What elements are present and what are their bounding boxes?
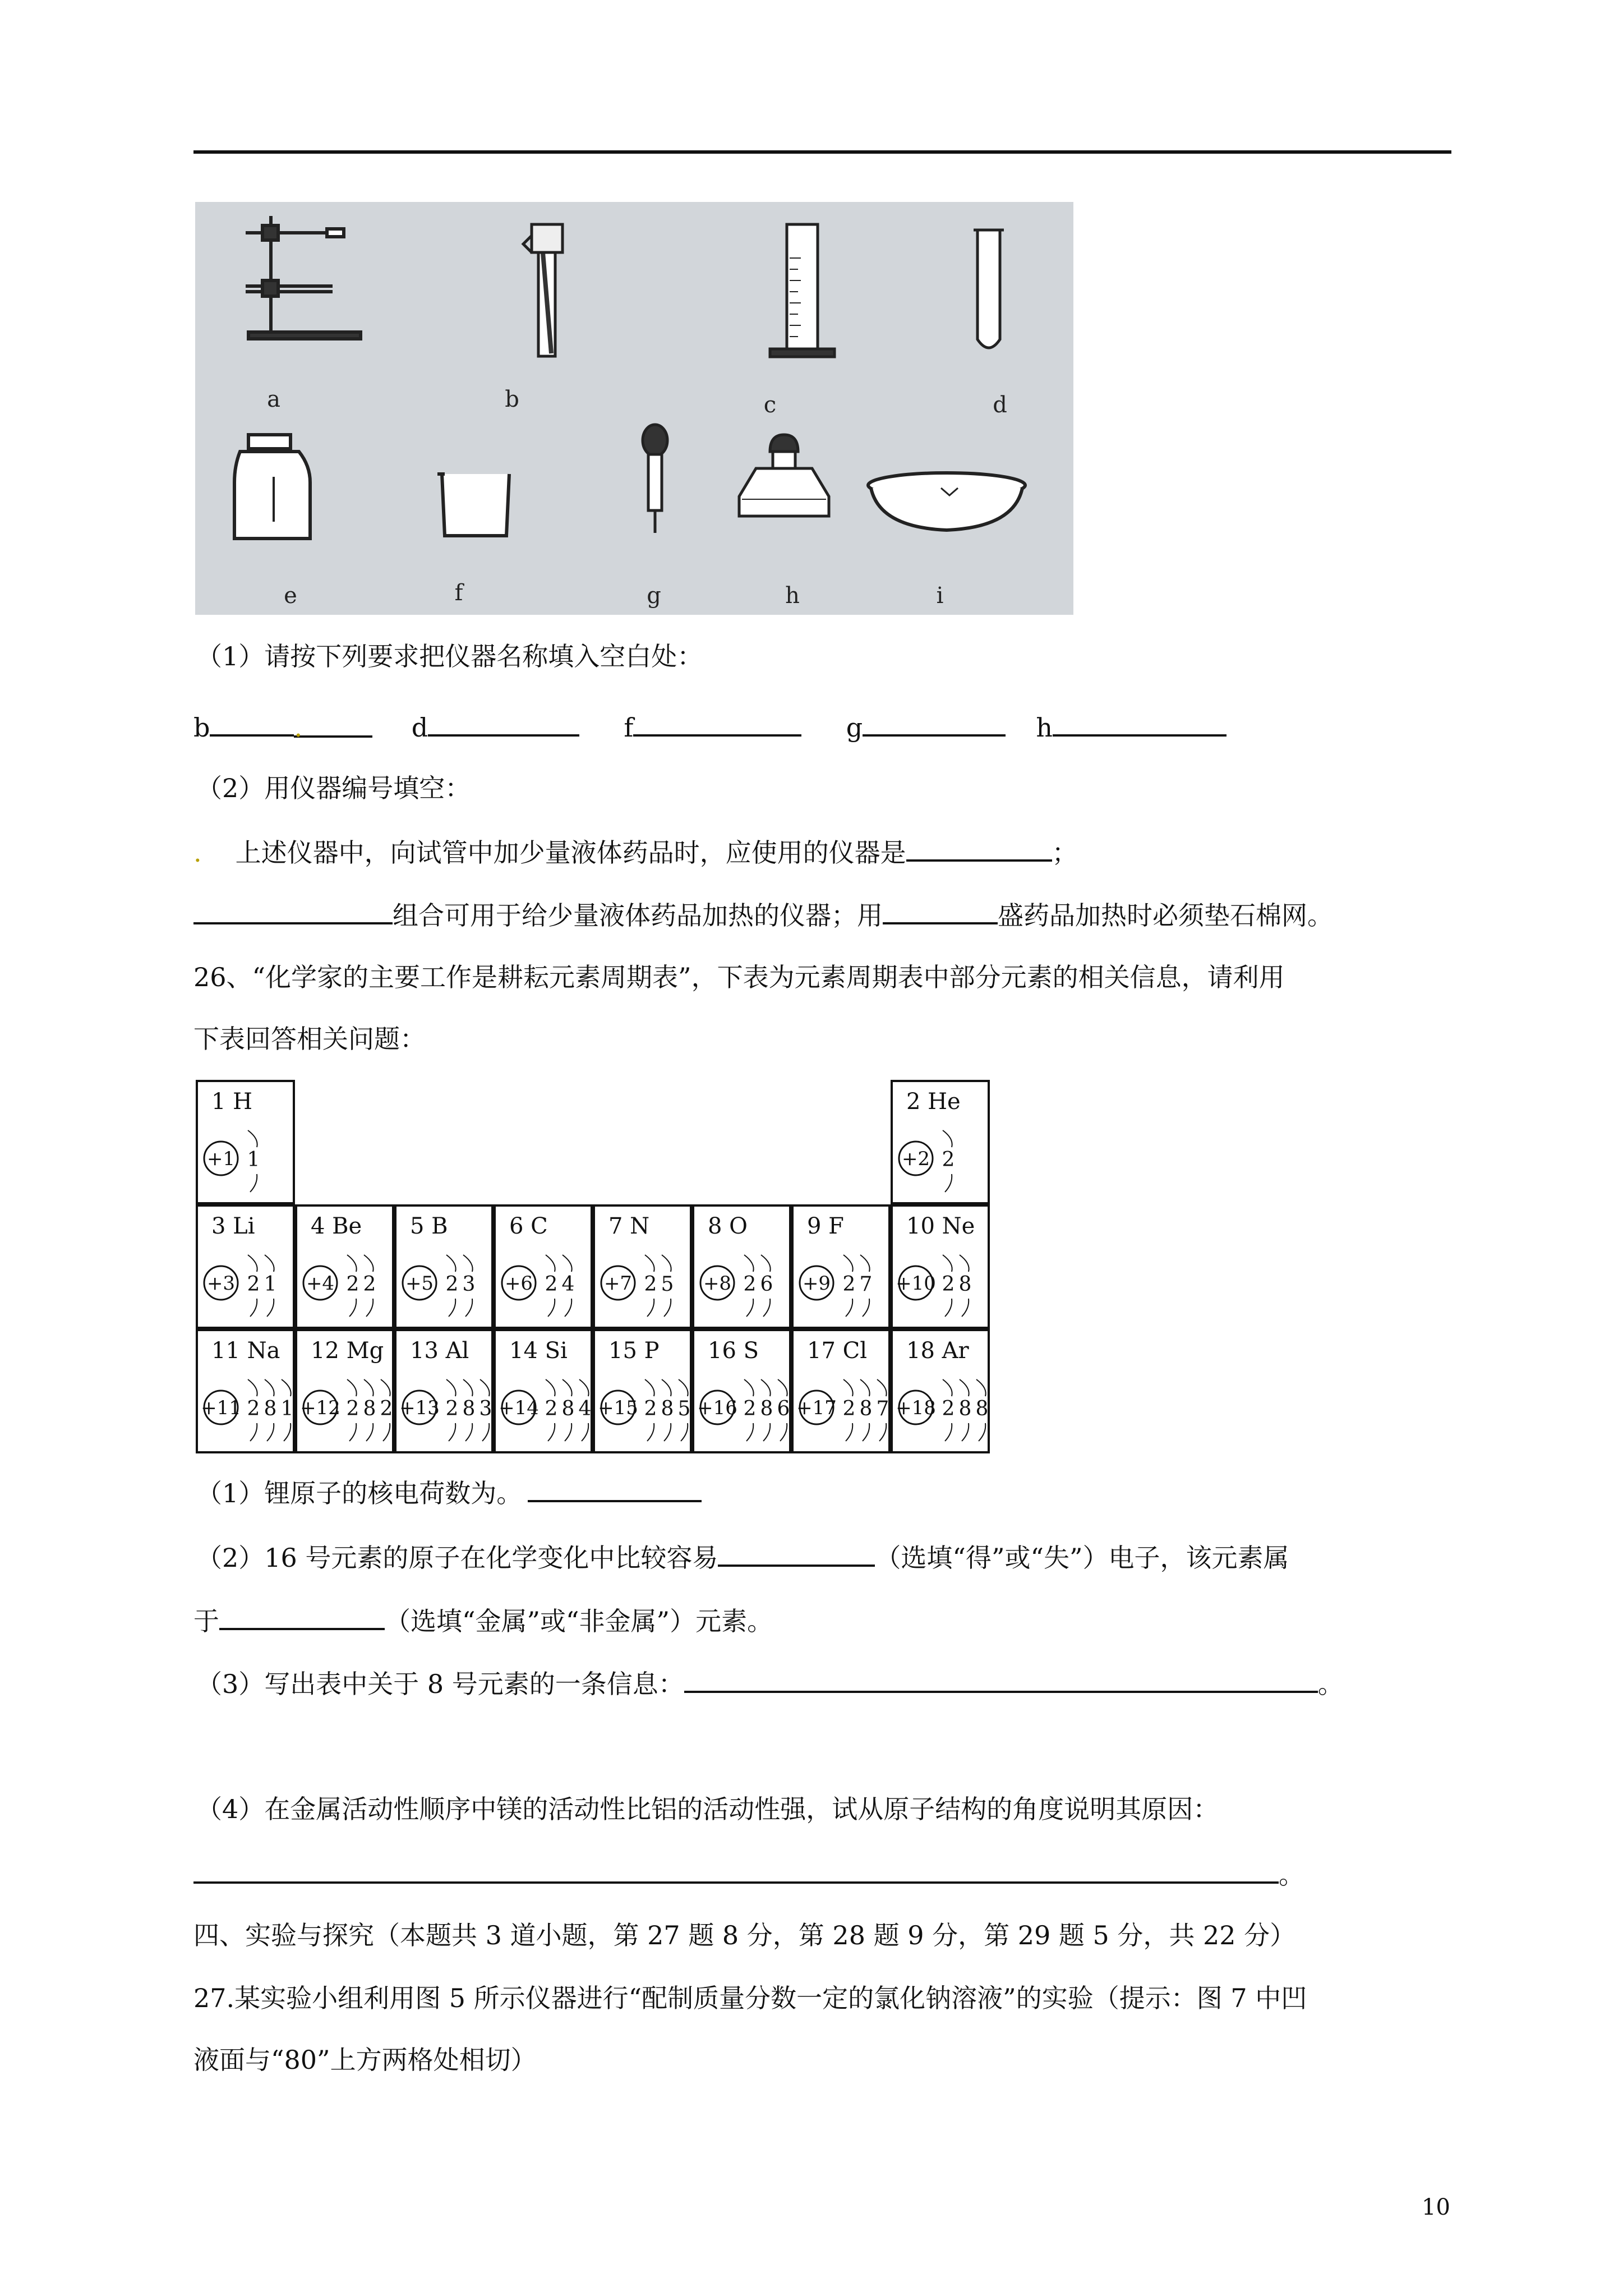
electron-shell-arc <box>284 1423 291 1441</box>
electron-shell-arc <box>565 1423 571 1441</box>
electron-shell-arc <box>778 1379 787 1396</box>
electron-shell-arc <box>482 1423 489 1441</box>
iron-stand-illustration <box>246 216 361 339</box>
electron-shell-arc <box>761 1255 771 1272</box>
blank-label-g: g <box>846 712 863 743</box>
electron-shell-arc <box>943 1130 952 1147</box>
electron-shell-arc <box>945 1174 952 1192</box>
electron-count: 3 <box>479 1397 492 1420</box>
element-number-symbol: 6 C <box>509 1213 548 1239</box>
electron-shell-arc <box>976 1379 986 1396</box>
test-tube-holder-illustration <box>523 224 562 356</box>
electron-shell-arc <box>943 1379 952 1396</box>
electron-count: 2 <box>743 1273 757 1296</box>
electron-shell-arc <box>664 1423 671 1441</box>
answer-blank-mg-al[interactable] <box>193 1857 1279 1884</box>
electron-shell-arc <box>265 1379 274 1396</box>
electron-shell-arc <box>647 1299 654 1317</box>
q26-q3 <box>196 1666 1344 1701</box>
electron-shell-arc <box>860 1379 870 1396</box>
instrument-label-f: f <box>454 580 463 606</box>
electron-shell-arc <box>267 1423 274 1441</box>
q26-q2-cont <box>193 1603 773 1638</box>
element-cell-C <box>495 1205 592 1328</box>
electron-count: 2 <box>346 1397 359 1420</box>
electron-count: 8 <box>760 1397 773 1420</box>
q26-q3-text: （3）写出表中关于 8 号元素的一条信息： <box>196 1669 684 1699</box>
electron-count: 8 <box>661 1397 674 1420</box>
blank-label-h: h <box>1036 712 1053 743</box>
q26-q2-text-b: （选填“得”或“失”）电子，该元素属 <box>875 1543 1289 1573</box>
element-cell-F <box>792 1205 889 1328</box>
element-number-symbol: 10 Ne <box>906 1213 975 1239</box>
electron-shell-arc <box>744 1379 754 1396</box>
q25-line3-suffix: ； <box>1052 838 1078 868</box>
reagent-bottle-illustration <box>234 435 310 539</box>
answer-blank-dropper[interactable] <box>906 835 1052 862</box>
nuclear-charge: +11 <box>201 1397 241 1419</box>
electron-shell-arc <box>763 1299 770 1317</box>
q25-part2: （2）用仪器编号填空： <box>196 773 471 803</box>
electron-shell-arc <box>945 1423 952 1441</box>
nuclear-charge: +15 <box>598 1397 638 1419</box>
nuclear-charge: +5 <box>405 1272 434 1295</box>
electron-shell-arc <box>364 1255 374 1272</box>
nuclear-charge: +13 <box>399 1397 440 1419</box>
electron-count: 5 <box>661 1273 674 1296</box>
electron-shell-arc <box>364 1379 374 1396</box>
nuclear-charge: +9 <box>802 1272 831 1295</box>
electron-count: 7 <box>859 1273 873 1296</box>
instrument-label-a: a <box>267 386 280 412</box>
q25-line4-text: 组合可用于给少量液体药品加热的仪器；用 <box>393 900 883 931</box>
element-number-symbol: 12 Mg <box>311 1338 384 1364</box>
element-cell-O <box>693 1205 790 1328</box>
electron-shell-arc <box>579 1379 589 1396</box>
electron-count: 2 <box>363 1273 376 1296</box>
element-cell-Cl <box>792 1330 889 1452</box>
electron-shell-arc <box>449 1299 455 1317</box>
element-number-symbol: 2 He <box>906 1089 961 1115</box>
electron-shell-arc <box>548 1423 555 1441</box>
instrument-label-b: b <box>505 386 519 412</box>
electron-count: 2 <box>445 1397 459 1420</box>
electron-shell-arc <box>546 1379 555 1396</box>
electron-count: 2 <box>842 1273 856 1296</box>
electron-shell-arc <box>863 1423 869 1441</box>
element-cell-S <box>693 1330 790 1452</box>
electron-count: 8 <box>462 1397 476 1420</box>
electron-shell-arc <box>962 1423 969 1441</box>
electron-shell-arc <box>662 1379 671 1396</box>
element-number-symbol: 5 B <box>410 1213 448 1239</box>
element-cell-B <box>395 1205 492 1328</box>
nuclear-charge: +18 <box>896 1397 936 1419</box>
element-cell-Ne <box>892 1205 989 1328</box>
electron-count: 2 <box>842 1397 856 1420</box>
electron-shell-arc <box>943 1255 952 1272</box>
beaker-illustration <box>437 474 509 536</box>
instrument-label-i: i <box>936 583 944 609</box>
electron-shell-arc <box>480 1379 490 1396</box>
answer-blank-f[interactable] <box>633 710 801 737</box>
q25-line4 <box>193 898 1333 932</box>
electron-shell-arc <box>843 1379 853 1396</box>
q26-intro-line2: 下表回答相关问题： <box>193 1024 426 1054</box>
electron-shell-arc <box>381 1379 390 1396</box>
element-number-symbol: 7 N <box>608 1213 650 1239</box>
electron-shell-arc <box>647 1423 654 1441</box>
test-tube-illustration <box>974 230 1004 348</box>
answer-blank-oxygen-info[interactable] <box>684 1666 1318 1693</box>
electron-shell-arc <box>546 1255 555 1272</box>
electron-count: 8 <box>859 1397 873 1420</box>
electron-count: 5 <box>677 1397 691 1420</box>
element-cell-P <box>594 1330 691 1452</box>
electron-shell-arc <box>465 1299 472 1317</box>
electron-shell-arc <box>960 1255 969 1272</box>
evaporating-dish-illustration <box>868 473 1025 530</box>
electron-shell-arc <box>763 1423 770 1441</box>
answer-blank-b[interactable] <box>210 710 294 737</box>
answer-blank-gauze[interactable] <box>883 898 998 924</box>
element-number-symbol: 8 O <box>708 1213 748 1239</box>
electron-shell-arc <box>945 1299 952 1317</box>
electron-count: 4 <box>578 1397 592 1420</box>
electron-count: 2 <box>247 1397 260 1420</box>
electron-count: 6 <box>760 1273 773 1296</box>
element-number-symbol: 3 Li <box>211 1213 255 1239</box>
element-number-symbol: 14 Si <box>509 1338 568 1364</box>
q26-q3-end: 。 <box>1317 1669 1344 1699</box>
dropper-illustration <box>643 425 667 533</box>
electron-shell-arc <box>548 1299 555 1317</box>
electron-shell-arc <box>662 1255 671 1272</box>
nuclear-charge: +17 <box>796 1397 837 1419</box>
answer-blank-combo[interactable] <box>193 898 393 924</box>
electron-shell-arc <box>446 1255 456 1272</box>
answer-blank-h[interactable] <box>1053 710 1227 737</box>
blank-label-f: f <box>624 712 634 743</box>
answer-blank-g[interactable] <box>863 710 1006 737</box>
electron-count: 8 <box>264 1397 277 1420</box>
nuclear-charge: +7 <box>603 1272 633 1295</box>
electron-shell-arc <box>645 1379 654 1396</box>
electron-shell-arc <box>347 1379 357 1396</box>
instrument-figure <box>195 202 1073 615</box>
electron-count: 1 <box>280 1397 294 1420</box>
dot-mark: . <box>294 712 303 743</box>
element-number-symbol: 4 Be <box>311 1213 362 1239</box>
electron-count: 6 <box>777 1397 790 1420</box>
electron-shell-arc <box>463 1255 473 1272</box>
instrument-label-h: h <box>785 583 800 609</box>
nuclear-charge: +3 <box>206 1272 236 1295</box>
electron-count: 8 <box>975 1397 989 1420</box>
electron-count: 2 <box>942 1148 955 1171</box>
section-4-heading: 四、实验与探究（本题共 3 道小题，第 27 题 8 分，第 28 题 9 分，第 29 题 5 分，共 22 分） <box>193 1920 1296 1950</box>
electron-shell-arc <box>349 1423 356 1441</box>
electron-shell-arc <box>746 1299 753 1317</box>
electron-count: 2 <box>743 1397 757 1420</box>
page-number: 10 <box>1422 2194 1450 2220</box>
electron-shell-arc <box>250 1423 257 1441</box>
electron-count: 2 <box>942 1273 955 1296</box>
answer-blank-li-charge[interactable] <box>528 1475 702 1502</box>
answer-blank-d[interactable] <box>428 710 579 737</box>
electron-count: 8 <box>561 1397 575 1420</box>
instrument-label-e: e <box>284 583 297 609</box>
q26-q2-text-c: 于 <box>193 1606 219 1636</box>
instrument-label-d: d <box>993 392 1007 418</box>
element-number-symbol: 9 F <box>807 1213 844 1239</box>
electron-shell-arc <box>383 1423 390 1441</box>
electron-count: 8 <box>363 1397 376 1420</box>
electron-shell-arc <box>267 1299 274 1317</box>
electron-count: 3 <box>462 1273 476 1296</box>
electron-count: 2 <box>247 1273 260 1296</box>
graduated-cylinder-illustration <box>770 224 834 357</box>
answer-blank-gain-lose[interactable] <box>718 1540 875 1567</box>
electron-shell-arc <box>679 1379 688 1396</box>
q25-line3 <box>193 835 1078 869</box>
electron-count: 8 <box>958 1397 972 1420</box>
element-cell-Ar <box>892 1330 989 1452</box>
electron-shell-arc <box>877 1379 887 1396</box>
q27-line2: 液面与“80”上方两格处相切） <box>193 2045 537 2075</box>
answer-blank-metal[interactable] <box>219 1603 385 1630</box>
electron-count: 2 <box>644 1273 657 1296</box>
electron-count: 8 <box>958 1273 972 1296</box>
element-cell-N <box>594 1205 691 1328</box>
electron-shell-arc <box>962 1299 969 1317</box>
q26-q2-text-a: （2）16 号元素的原子在化学变化中比较容易 <box>196 1543 718 1573</box>
electron-shell-arc <box>979 1423 985 1441</box>
electron-count: 4 <box>561 1273 575 1296</box>
nuclear-charge: +2 <box>901 1148 930 1170</box>
element-cell-Al <box>395 1330 492 1452</box>
electron-shell-arc <box>366 1423 373 1441</box>
electron-shell-arc <box>846 1299 852 1317</box>
electron-shell-arc <box>248 1130 257 1147</box>
element-number-symbol: 15 P <box>608 1338 660 1364</box>
electron-shell-arc <box>250 1174 257 1192</box>
electron-count: 7 <box>876 1397 889 1420</box>
nuclear-charge: +8 <box>703 1272 732 1295</box>
electron-shell-arc <box>761 1379 771 1396</box>
instrument-label-g: g <box>647 583 661 609</box>
q26-q1 <box>196 1475 702 1510</box>
electron-shell-arc <box>248 1255 257 1272</box>
q26-q1-text: （1）锂原子的核电荷数为。 <box>196 1478 523 1508</box>
q26-intro-line1: 26、“化学家的主要工作是耕耘元素周期表”，下表为元素周期表中部分元素的相关信息，请利用 <box>193 962 1285 992</box>
element-number-symbol: 17 Cl <box>807 1338 868 1364</box>
dot-mark-2: . <box>193 838 202 868</box>
electron-count: 2 <box>545 1397 558 1420</box>
electron-shell-arc <box>582 1423 588 1441</box>
electron-shell-arc <box>860 1255 870 1272</box>
q26-q4-answer-line <box>193 1857 1304 1892</box>
nuclear-charge: +16 <box>697 1397 737 1419</box>
q25-line4-end: 盛药品加热时必须垫石棉网。 <box>998 900 1333 931</box>
electron-shell-arc <box>843 1255 853 1272</box>
element-number-symbol: 16 S <box>708 1338 759 1364</box>
q25-line3-text: 上述仪器中，向试管中加少量液体药品时，应使用的仪器是 <box>235 838 906 868</box>
q26-q4-end: 。 <box>1279 1860 1304 1890</box>
q26-q2-text-d: （选填“金属”或“非金属”）元素。 <box>385 1606 773 1636</box>
electron-shell-arc <box>446 1379 456 1396</box>
nuclear-charge: +12 <box>300 1397 340 1419</box>
alcohol-lamp-illustration <box>739 435 829 516</box>
electron-shell-arc <box>645 1255 654 1272</box>
electron-shell-arc <box>744 1255 754 1272</box>
element-cell-Mg <box>296 1330 393 1452</box>
electron-count: 2 <box>942 1397 955 1420</box>
electron-shell-arc <box>449 1423 455 1441</box>
element-cell-H <box>197 1081 294 1203</box>
electron-shell-arc <box>562 1255 572 1272</box>
element-cell-Be <box>296 1205 393 1328</box>
q27-line1: 27.某实验小组利用图 5 所示仪器进行“配制质量分数一定的氯化钠溶液”的实验（提示：图 7 中凹 <box>193 1983 1307 2013</box>
q25-blank-row <box>193 710 1227 744</box>
q26-q4: （4）在金属活动性顺序中镁的活动性比铝的活动性强，试从原子结构的角度说明其原因： <box>196 1794 1219 1824</box>
nuclear-charge: +10 <box>896 1272 936 1295</box>
electron-shell-arc <box>463 1379 473 1396</box>
electron-count: 2 <box>445 1273 459 1296</box>
element-number-symbol: 11 Na <box>211 1338 280 1364</box>
blank-label-d: d <box>411 712 428 743</box>
electron-shell-arc <box>664 1299 671 1317</box>
element-cell-Li <box>197 1205 294 1328</box>
electron-count: 2 <box>545 1273 558 1296</box>
electron-shell-arc <box>366 1299 373 1317</box>
periodic-table <box>196 1080 990 1456</box>
electron-shell-arc <box>681 1423 688 1441</box>
element-cell-He <box>892 1081 989 1203</box>
q25-part1: （1）请按下列要求把仪器名称填入空白处： <box>196 641 703 671</box>
element-number-symbol: 18 Ar <box>906 1338 969 1364</box>
nuclear-charge: +6 <box>504 1272 533 1295</box>
element-number-symbol: 1 H <box>211 1089 253 1115</box>
electron-shell-arc <box>562 1379 572 1396</box>
nuclear-charge: +14 <box>499 1397 539 1419</box>
electron-shell-arc <box>746 1423 753 1441</box>
electron-count: 2 <box>346 1273 359 1296</box>
electron-shell-arc <box>863 1299 869 1317</box>
electron-shell-arc <box>465 1423 472 1441</box>
element-number-symbol: 13 Al <box>410 1338 469 1364</box>
electron-shell-arc <box>349 1299 356 1317</box>
header-rule <box>193 150 1451 154</box>
electron-count: 2 <box>644 1397 657 1420</box>
blank-label-b: b <box>193 712 210 743</box>
element-cell-Si <box>495 1330 592 1452</box>
electron-shell-arc <box>960 1379 969 1396</box>
electron-shell-arc <box>250 1299 257 1317</box>
instrument-label-c: c <box>763 392 777 418</box>
electron-shell-arc <box>879 1423 886 1441</box>
nuclear-charge: +1 <box>206 1148 236 1170</box>
nuclear-charge: +4 <box>306 1272 335 1295</box>
electron-count: 1 <box>264 1273 277 1296</box>
electron-shell-arc <box>846 1423 852 1441</box>
electron-count: 2 <box>380 1397 393 1420</box>
element-cell-Na <box>197 1330 294 1452</box>
answer-blank-b2[interactable] <box>294 711 372 743</box>
electron-shell-arc <box>780 1423 787 1441</box>
electron-shell-arc <box>248 1379 257 1396</box>
q26-q2 <box>196 1540 1289 1575</box>
electron-shell-arc <box>347 1255 357 1272</box>
electron-shell-arc <box>565 1299 571 1317</box>
electron-count: 1 <box>247 1148 260 1171</box>
electron-shell-arc <box>265 1255 274 1272</box>
electron-shell-arc <box>282 1379 291 1396</box>
